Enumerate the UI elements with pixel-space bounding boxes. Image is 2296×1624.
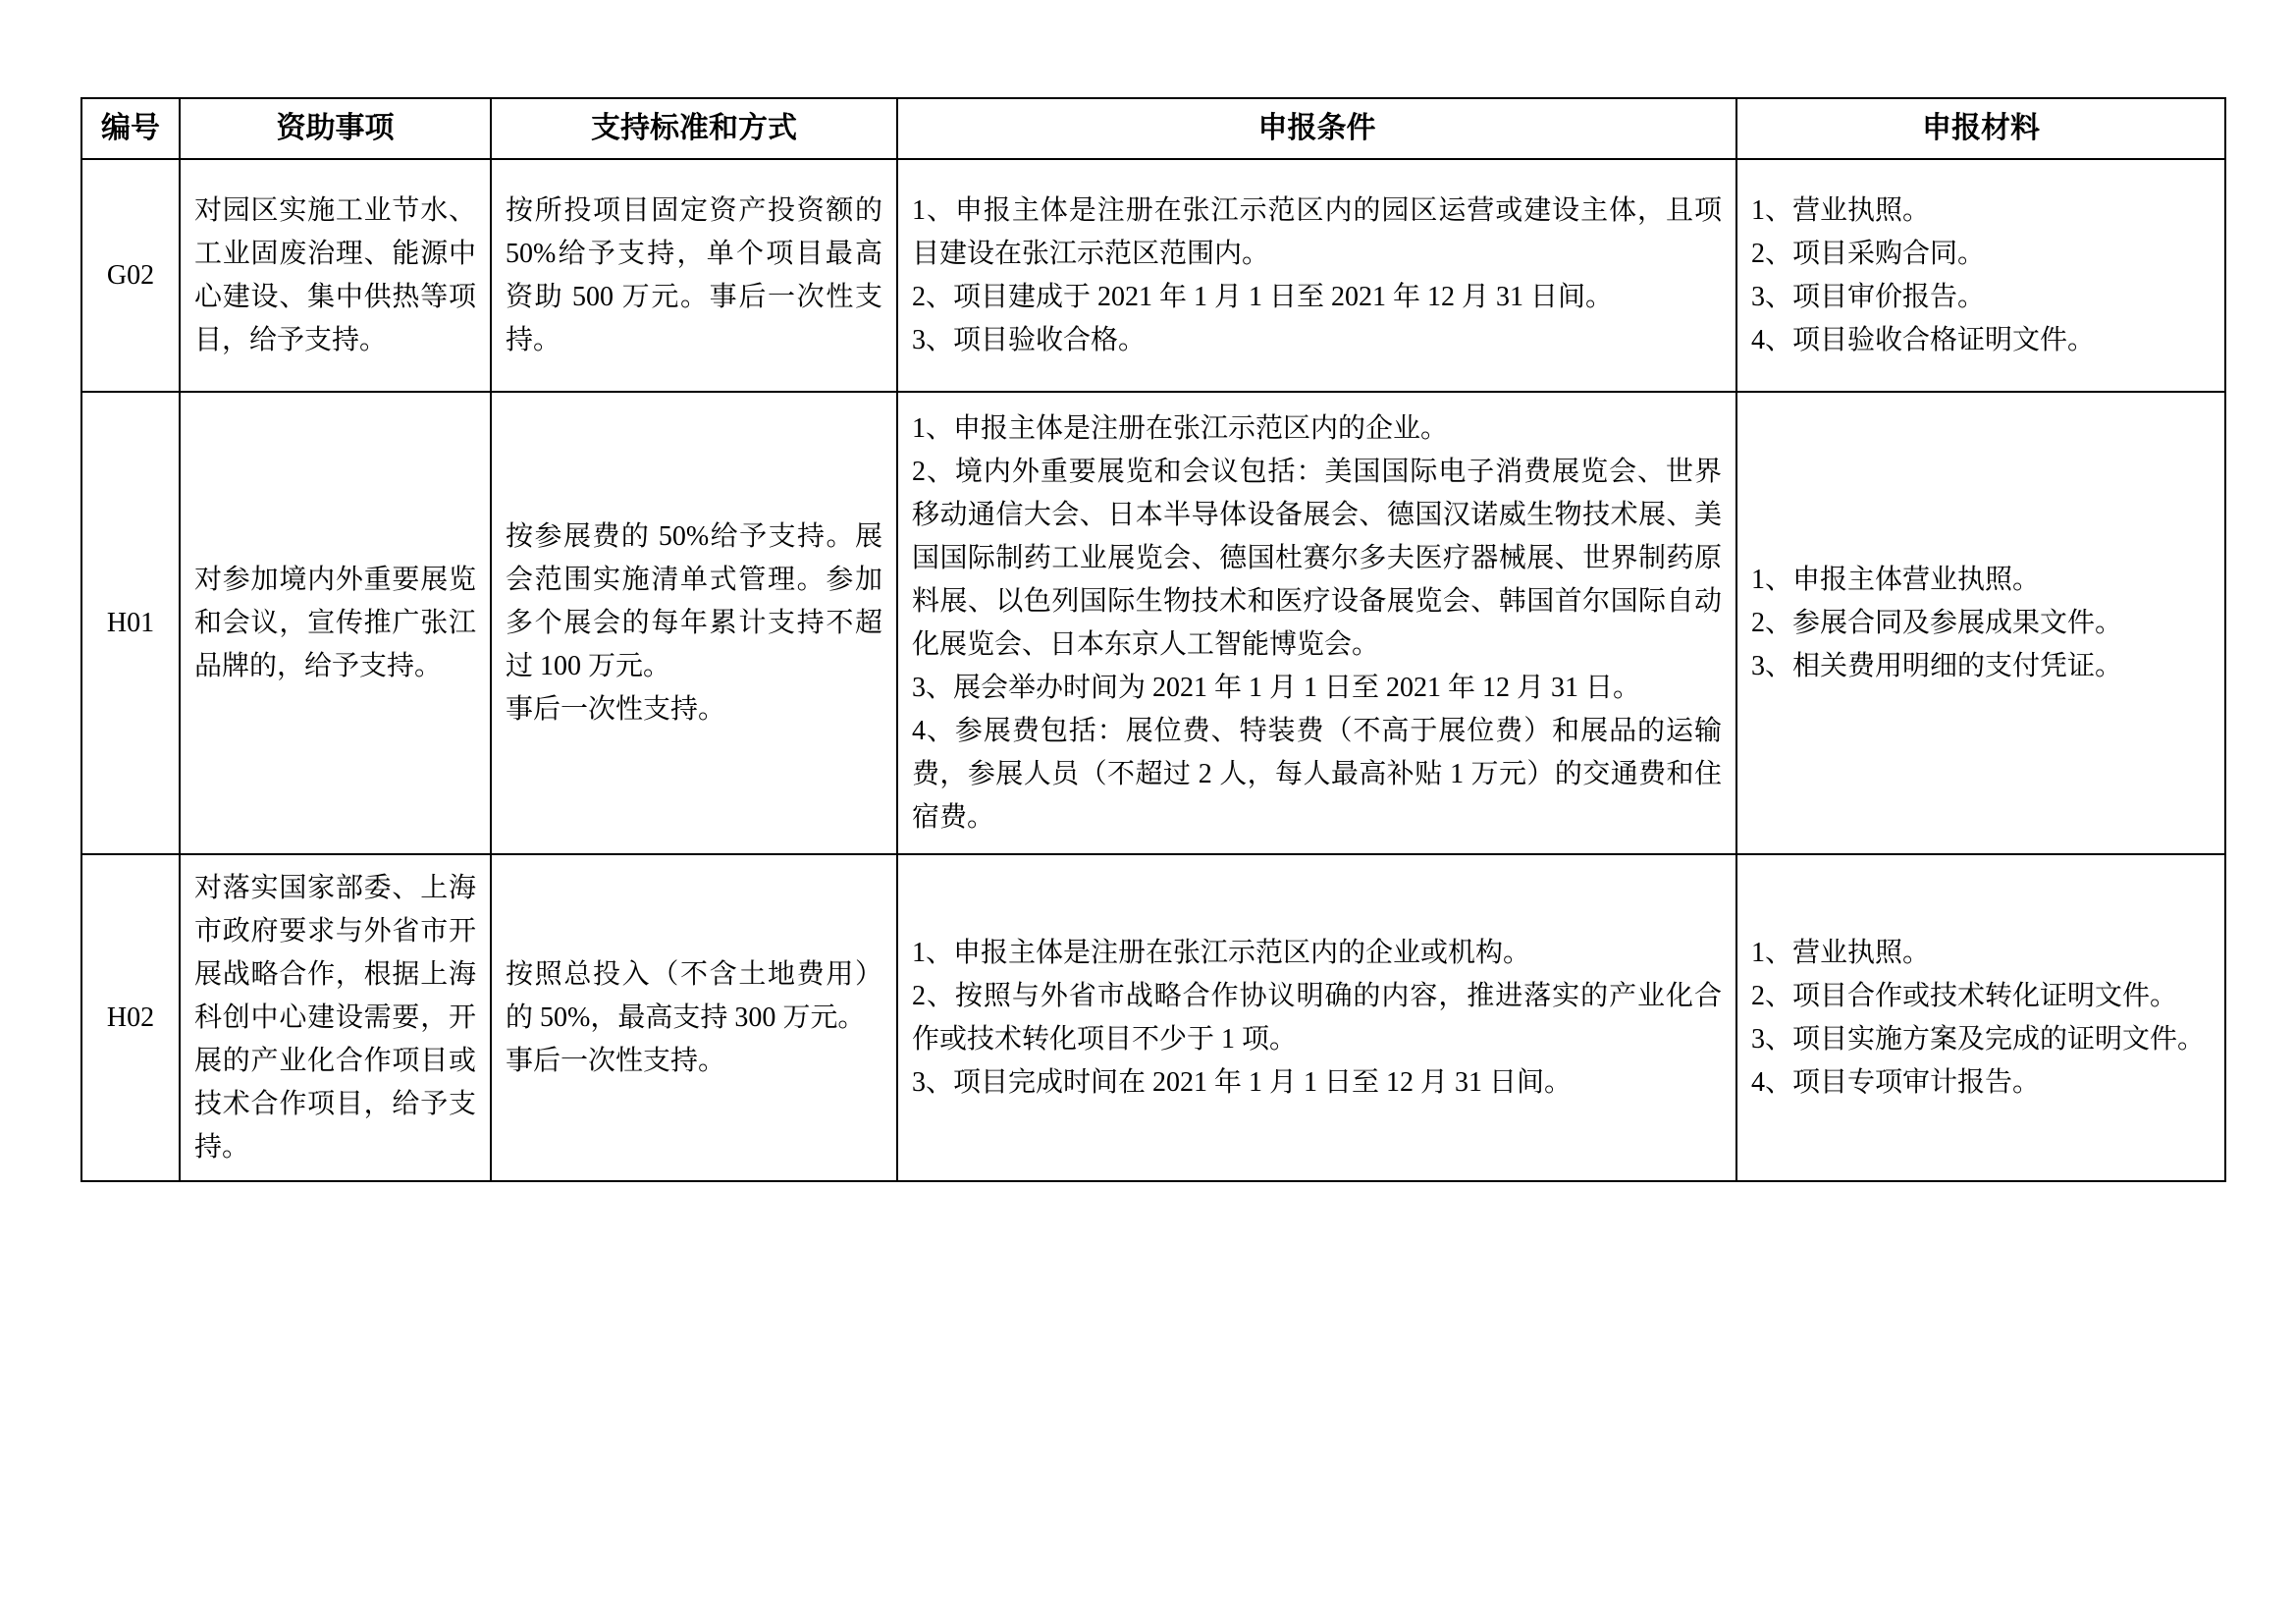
support-paragraph: 按参展费的 50%给予支持。展会范围实施清单式管理。参加多个展会的每年累计支持不超过 100 万元。 — [506, 520, 882, 681]
header-cell-item: 资助事项 — [180, 98, 491, 159]
condition-paragraph: 3、项目验收合格。 — [912, 324, 1147, 355]
condition-paragraph: 2、境内外重要展览和会议包括：美国国际电子消费展览会、世界移动通信大会、日本半导体设备展会、德国汉诺威生物技术展、美国国际制药工业展览会、德国杜赛尔多夫医疗器械展、世界制药原料展、以色列国际生物技术和医疗设备展览会、韩国首尔国际自动化展览会、日本东京人工智能博览会。 — [912, 456, 1722, 660]
cell-materials — [1736, 854, 2225, 1181]
condition-paragraph: 3、展会举办时间为 2021 年 1 月 1 日至 2021 年 12 月 31 日。 — [912, 672, 1641, 703]
header-cell-conditions: 申报条件 — [897, 98, 1736, 159]
item-text: 对落实国家部委、上海市政府要求与外省市开展战略合作，根据上海科创中心建设需要，开展的产业化合作项目或技术合作项目，给予支持。 — [194, 872, 476, 1163]
condition-paragraph: 4、参展费包括：展位费、特装费（不高于展位费）和展品的运输费，参展人员（不超过 2 人，每人最高补贴 1 万元）的交通费和住宿费。 — [912, 715, 1722, 833]
cell-support — [491, 159, 897, 392]
subsidy-table — [80, 97, 2226, 1182]
material-paragraph: 2、项目采购合同。 — [1751, 238, 1986, 269]
support-paragraph: 按照总投入（不含土地费用）的 50%，最高支持 300 万元。 — [506, 958, 882, 1033]
condition-paragraph: 1、申报主体是注册在张江示范区内的园区运营或建设主体，且项目建设在张江示范区范围内。 — [912, 194, 1722, 269]
cell-item — [180, 159, 491, 392]
condition-paragraph: 2、项目建成于 2021 年 1 月 1 日至 2021 年 12 月 31 日间。 — [912, 281, 1614, 312]
condition-paragraph: 3、项目完成时间在 2021 年 1 月 1 日至 12 月 31 日间。 — [912, 1066, 1573, 1098]
cell-conditions — [897, 159, 1736, 392]
table-row-h01 — [81, 392, 2225, 854]
condition-paragraph: 1、申报主体是注册在张江示范区内的企业。 — [912, 412, 1449, 444]
cell-item — [180, 854, 491, 1181]
item-text: 对园区实施工业节水、工业固废治理、能源中心建设、集中供热等项目，给予支持。 — [194, 194, 476, 355]
material-paragraph: 4、项目专项审计报告。 — [1751, 1066, 2041, 1098]
table-header-row — [81, 98, 2225, 159]
support-paragraph: 事后一次性支持。 — [506, 693, 726, 725]
material-paragraph: 3、项目审价报告。 — [1751, 281, 1986, 312]
cell-item — [180, 392, 491, 854]
cell-code: H02 — [81, 854, 180, 1181]
cell-support — [491, 854, 897, 1181]
cell-materials — [1736, 159, 2225, 392]
cell-materials — [1736, 392, 2225, 854]
material-paragraph: 4、项目验收合格证明文件。 — [1751, 324, 2096, 355]
cell-conditions — [897, 854, 1736, 1181]
material-paragraph: 3、相关费用明细的支付凭证。 — [1751, 650, 2123, 681]
condition-paragraph: 1、申报主体是注册在张江示范区内的企业或机构。 — [912, 937, 1531, 968]
material-paragraph: 1、营业执照。 — [1751, 194, 1931, 226]
support-paragraph: 按所投项目固定资产投资额的 50%给予支持，单个项目最高资助 500 万元。事后一次性支持。 — [506, 194, 882, 355]
material-paragraph: 2、项目合作或技术转化证明文件。 — [1751, 980, 2178, 1011]
material-paragraph: 1、营业执照。 — [1751, 937, 1931, 968]
support-paragraph: 事后一次性支持。 — [506, 1045, 726, 1076]
cell-code: G02 — [81, 159, 180, 392]
material-paragraph: 1、申报主体营业执照。 — [1751, 564, 2041, 595]
header-cell-support: 支持标准和方式 — [491, 98, 897, 159]
header-cell-code: 编号 — [81, 98, 180, 159]
cell-support — [491, 392, 897, 854]
material-paragraph: 2、参展合同及参展成果文件。 — [1751, 607, 2123, 638]
item-text: 对参加境内外重要展览和会议，宣传推广张江品牌的，给予支持。 — [194, 564, 476, 681]
cell-conditions — [897, 392, 1736, 854]
table-row-h02 — [81, 854, 2225, 1181]
table-row-g02 — [81, 159, 2225, 392]
cell-code: H01 — [81, 392, 180, 854]
material-paragraph: 3、项目实施方案及完成的证明文件。 — [1751, 1023, 2206, 1055]
condition-paragraph: 2、按照与外省市战略合作协议明确的内容，推进落实的产业化合作或技术转化项目不少于 1 项。 — [912, 980, 1722, 1055]
header-cell-materials: 申报材料 — [1736, 98, 2225, 159]
